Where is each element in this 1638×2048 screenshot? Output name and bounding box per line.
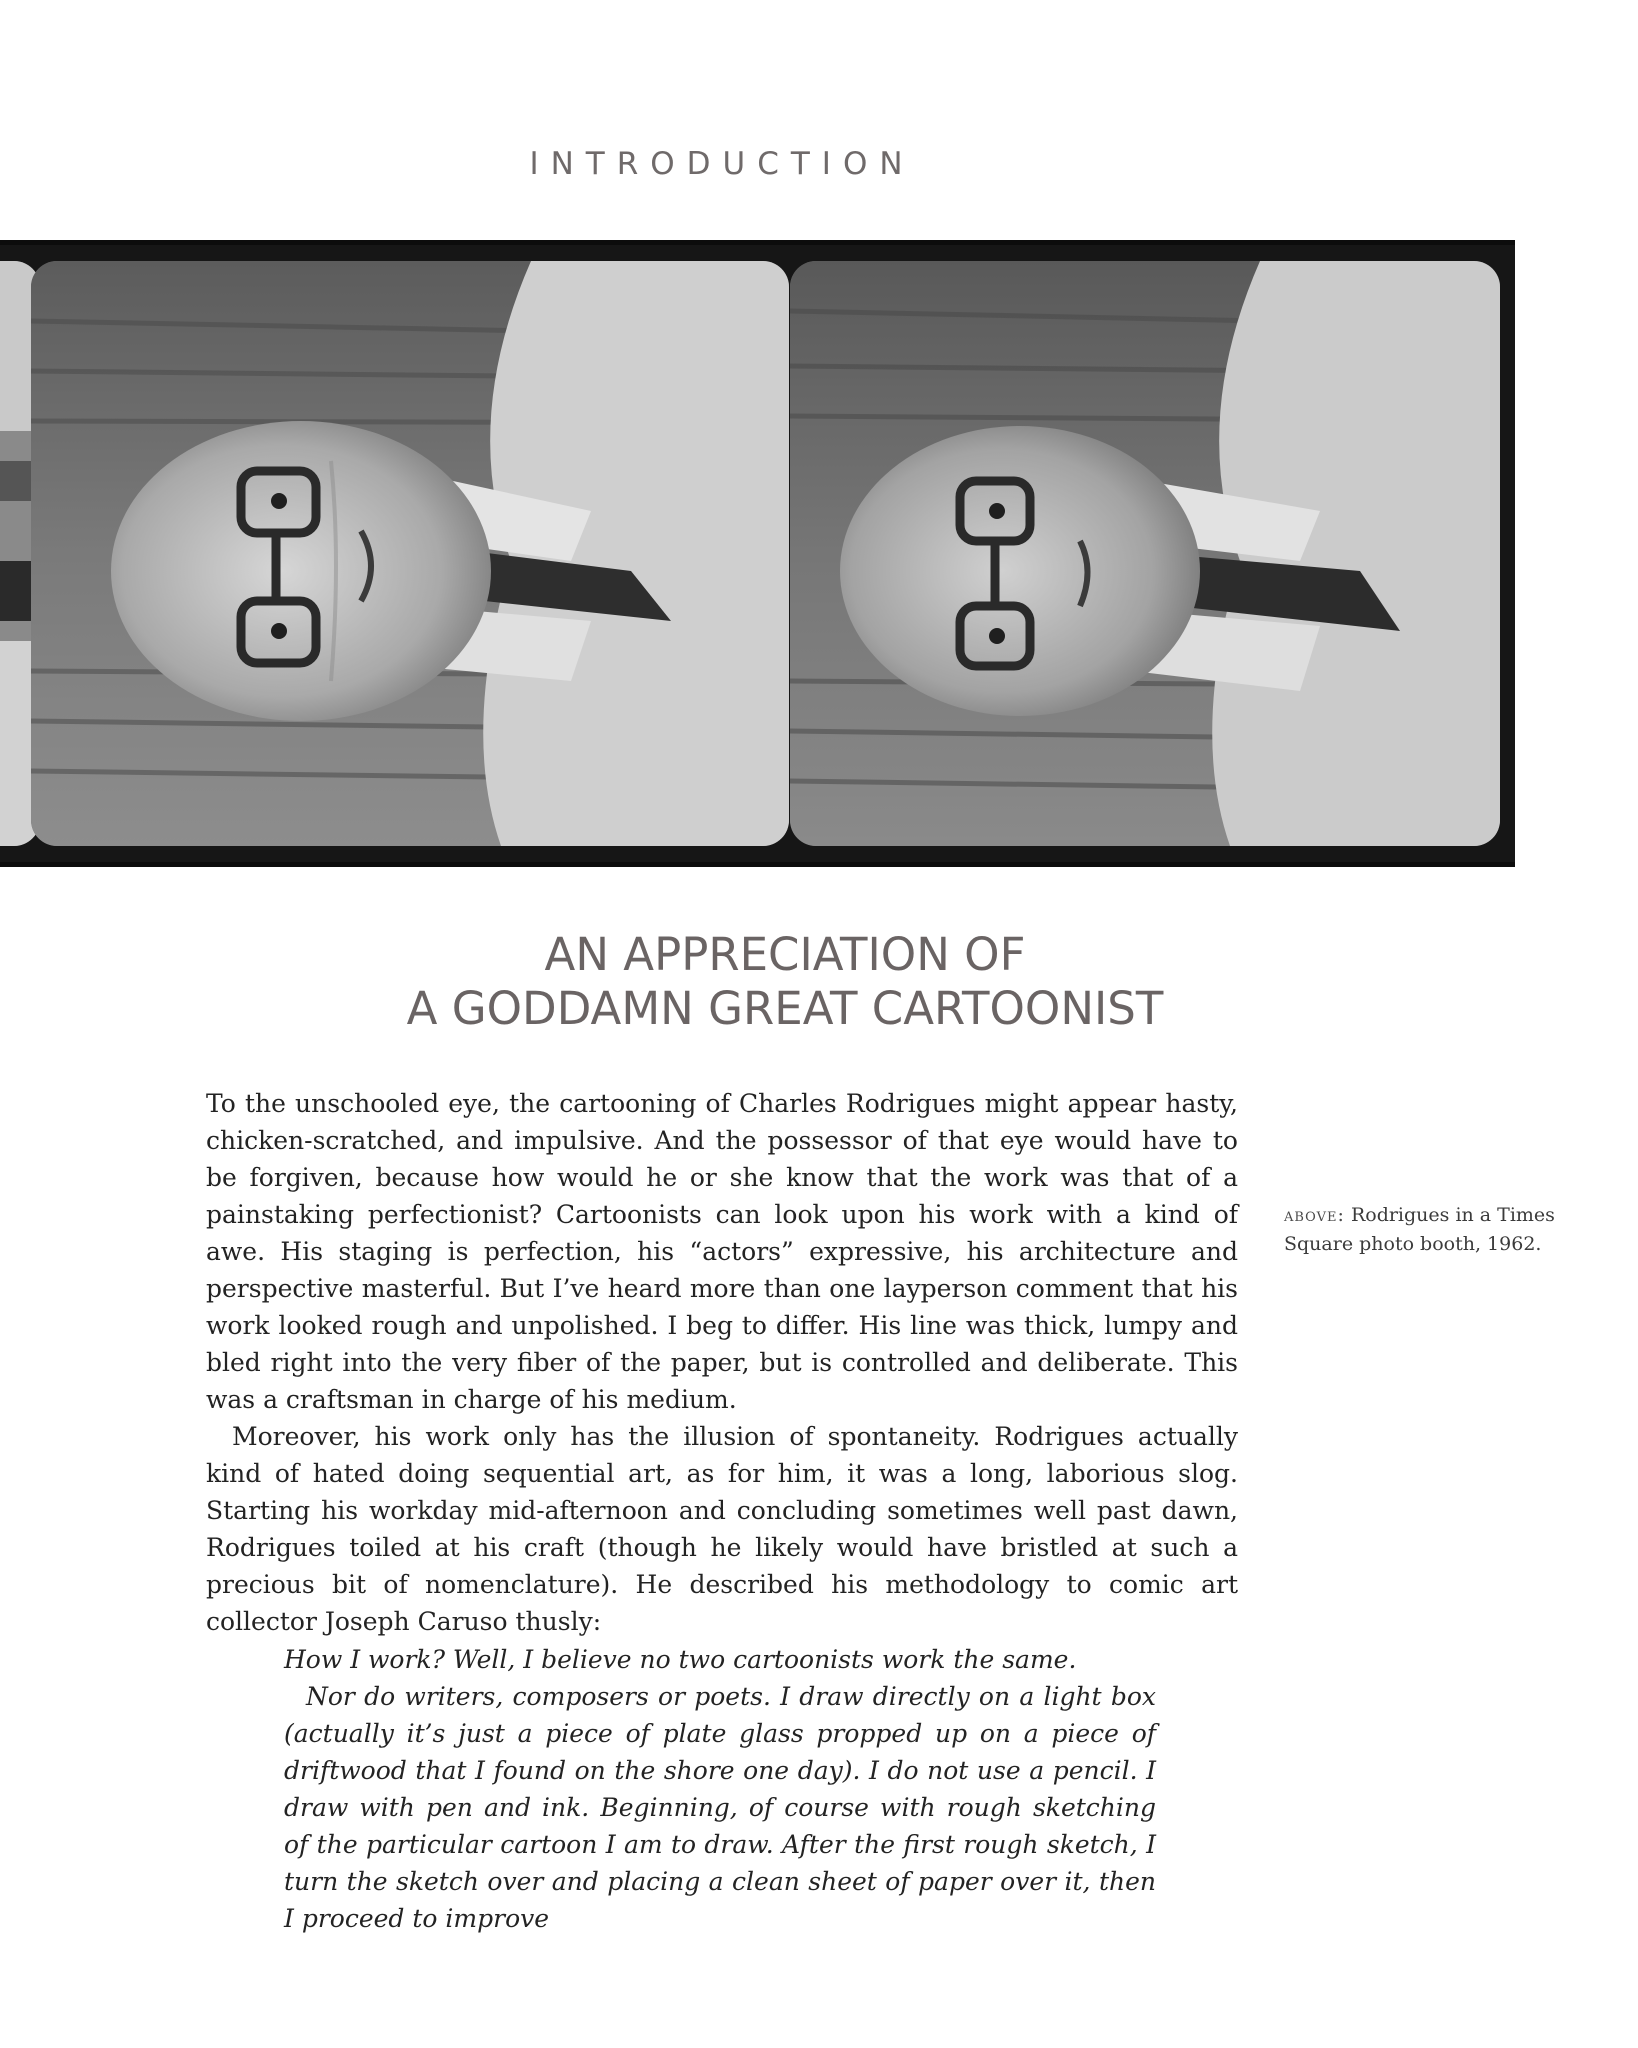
body-paragraph-2: Moreover, his work only has the illusion of spontaneity. Rodrigues actually kind of hated doing sequential art, as for him, it was a long, laborious slog. Starting his workday mid-afternoon and concluding sometimes well past dawn, Rodrigues toiled at his craft (though he likely would have bristled at such a precious bit of nomenclature). He described his methodology to comic art collector Joseph Caruso thusly:: [206, 1422, 1238, 1636]
portrait-photo-2: [790, 261, 1500, 846]
article-title-line-2: A GODDAMN GREAT CARTOONIST: [406, 982, 1164, 1035]
caption-label: above:: [1284, 1204, 1345, 1226]
body-paragraph-1: To the unschooled eye, the cartooning of Charles Rodrigues might appear hasty, chicken-scratched, and impulsive. And the possessor of that eye would have to be forgiven, because how would he or she know that the work was that of a painstaking perfectionist? Cartoonists can look upon his work with a kind of awe. His staging is perfection, his “actors” expressive, his architecture and perspective masterful. But I’ve heard more than one layperson comment that his work looked rough and unpolished. I beg to differ. His line was thick, lumpy and bled right into the very fiber of the paper, but is controlled and deliberate. This was a craftsman in charge of his medium.: [206, 1089, 1238, 1414]
article-title-line-1: AN APPRECIATION OF: [544, 928, 1026, 981]
article-body: [206, 1085, 1238, 1640]
article-title: [0, 928, 1570, 1036]
section-label: INTRODUCTION: [529, 146, 915, 182]
block-quote: [284, 1641, 1156, 1937]
photo-caption: [1284, 1201, 1564, 1259]
quote-line-1: How I work? Well, I believe no two cartoonists work the same.: [284, 1645, 1077, 1674]
quote-paragraph-2: Nor do writers, composers or poets. I draw directly on a light box (actually it’s just a piece of plate glass propped up on a piece of driftwood that I found on the shore one day). I do not use a pencil. I draw with pen and ink. Beginning, of course with rough sketching of the particular cartoon I am to draw. After the first rough sketch, I turn the sketch over and placing a clean sheet of paper over it, then I proceed to improve: [284, 1682, 1156, 1933]
photo-frame-2: [790, 261, 1500, 846]
photo-frame-1: [31, 261, 789, 846]
photo-booth-strip: [0, 240, 1515, 867]
portrait-photo-1: [31, 261, 789, 846]
caption-text: Rodrigues in a Times Square photo booth, 1962.: [1284, 1204, 1555, 1255]
